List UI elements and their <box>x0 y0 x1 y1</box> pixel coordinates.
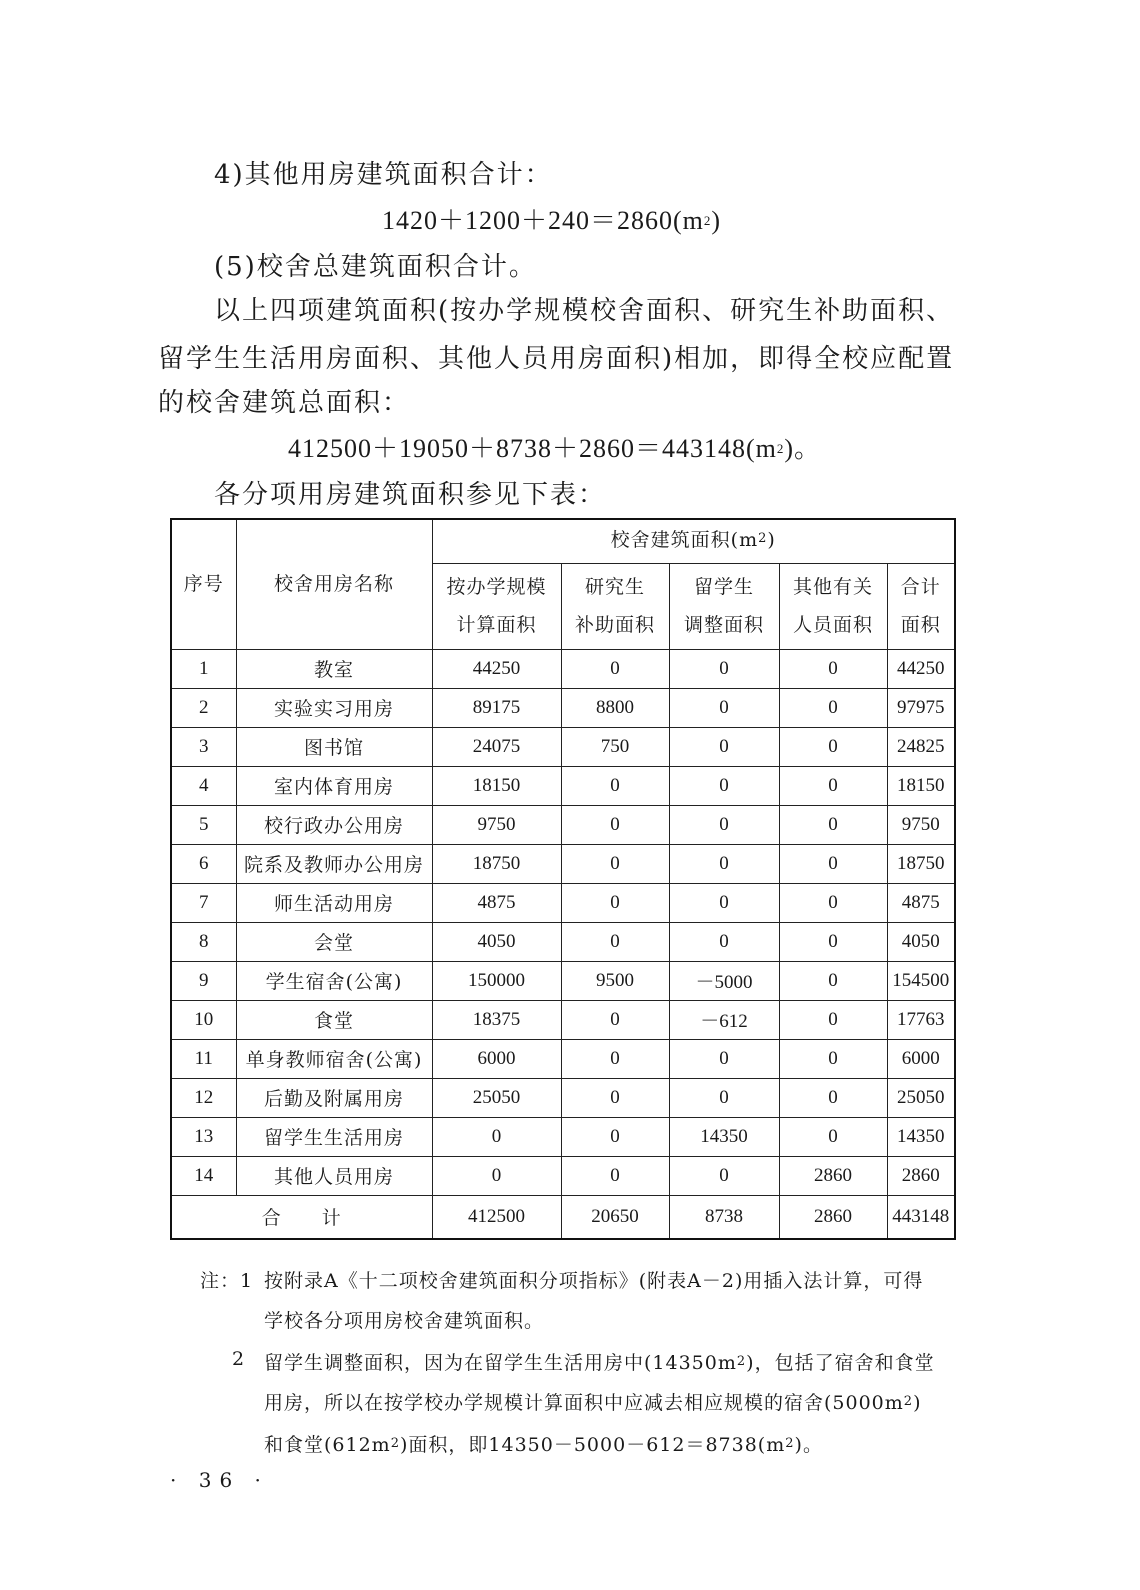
cell-total: 4875 <box>887 883 955 922</box>
cell-scale: 4875 <box>432 883 561 922</box>
cell-total-total: 443148 <box>887 1195 955 1239</box>
cell-total: 24825 <box>887 727 955 766</box>
cell-scale: 44250 <box>432 649 561 688</box>
cell-grad: 0 <box>561 1078 669 1117</box>
cell-index: 7 <box>171 883 236 922</box>
body-line: 的校舍建筑总面积： <box>158 388 411 418</box>
cell-intl: 0 <box>669 649 779 688</box>
cell-room-name: 食堂 <box>236 1000 432 1039</box>
cell-scale: 150000 <box>432 961 561 1000</box>
table-row <box>171 1078 955 1117</box>
table-row <box>171 688 955 727</box>
header-total-area <box>887 563 955 649</box>
formula-superscript: 2 <box>703 213 712 228</box>
header-line: 补助面积 <box>574 614 655 636</box>
cell-intl: 0 <box>669 922 779 961</box>
table-row <box>171 844 955 883</box>
cell-grad: 0 <box>561 1117 669 1156</box>
formula-other-rooms <box>382 200 721 237</box>
cell-scale: 0 <box>432 1156 561 1195</box>
cell-grad: 0 <box>561 805 669 844</box>
cell-grad: 0 <box>561 1039 669 1078</box>
table-total-row <box>171 1195 955 1239</box>
cell-other: 0 <box>779 727 887 766</box>
cell-total-grad: 20650 <box>561 1195 669 1239</box>
cell-grad: 750 <box>561 727 669 766</box>
table-row <box>171 961 955 1000</box>
cell-index: 8 <box>171 922 236 961</box>
cell-intl: 0 <box>669 1156 779 1195</box>
cell-grad: 0 <box>561 649 669 688</box>
cell-intl: 0 <box>669 766 779 805</box>
cell-grad: 0 <box>561 1156 669 1195</box>
cell-total-label: 合 计 <box>171 1195 432 1239</box>
cell-other: 0 <box>779 883 887 922</box>
cell-index: 9 <box>171 961 236 1000</box>
cell-scale: 9750 <box>432 805 561 844</box>
cell-total: 17763 <box>887 1000 955 1039</box>
cell-total-intl: 8738 <box>669 1195 779 1239</box>
header-index: 序号 <box>171 519 236 649</box>
cell-other: 0 <box>779 649 887 688</box>
cell-intl: 0 <box>669 844 779 883</box>
cell-room-name: 学生宿舍(公寓) <box>236 961 432 1000</box>
cell-scale: 18375 <box>432 1000 561 1039</box>
cell-scale: 24075 <box>432 727 561 766</box>
cell-other: 0 <box>779 922 887 961</box>
header-line: 计算面积 <box>456 614 537 636</box>
cell-other: 0 <box>779 961 887 1000</box>
header-room-name: 校舍用房名称 <box>236 519 432 649</box>
note-text: 用房，所以在按学校办学规模计算面积中应减去相应规模的宿舍(5000m <box>264 1392 904 1414</box>
cell-index: 3 <box>171 727 236 766</box>
note-text: )面积，即14350－5000－612＝8738(m <box>399 1434 786 1456</box>
formula-tail: ) <box>711 206 722 235</box>
cell-index: 4 <box>171 766 236 805</box>
table-row <box>171 883 955 922</box>
cell-room-name: 师生活动用房 <box>236 883 432 922</box>
cell-intl: －612 <box>669 1000 779 1039</box>
cell-intl: 14350 <box>669 1117 779 1156</box>
cell-index: 2 <box>171 688 236 727</box>
cell-room-name: 留学生生活用房 <box>236 1117 432 1156</box>
cell-grad: 0 <box>561 844 669 883</box>
header-area-text: 校舍建筑面积(m <box>610 528 759 551</box>
cell-intl: 0 <box>669 883 779 922</box>
formula-text: 1420＋1200＋240＝2860(m <box>382 206 704 235</box>
note-text: )，包括了宿舍和食堂 <box>746 1352 935 1374</box>
note-1-prefix: 注：1 <box>200 1270 254 1292</box>
table-row <box>171 766 955 805</box>
cell-other: 0 <box>779 688 887 727</box>
note-superscript: 2 <box>785 1436 795 1451</box>
cell-index: 1 <box>171 649 236 688</box>
table-row <box>171 922 955 961</box>
formula-superscript: 2 <box>776 441 785 456</box>
header-intl-area <box>669 563 779 649</box>
cell-intl: 0 <box>669 1039 779 1078</box>
header-superscript: 2 <box>758 530 768 546</box>
note-text: )。 <box>794 1434 823 1456</box>
body-line: 以上四项建筑面积(按办学规模校舍面积、研究生补助面积、 <box>214 296 955 326</box>
note-text: ) <box>913 1392 922 1414</box>
table-row <box>171 727 955 766</box>
cell-total: 25050 <box>887 1078 955 1117</box>
cell-room-name: 后勤及附属用房 <box>236 1078 432 1117</box>
cell-grad: 9500 <box>561 961 669 1000</box>
cell-total: 18750 <box>887 844 955 883</box>
cell-intl: 0 <box>669 805 779 844</box>
cell-room-name: 校行政办公用房 <box>236 805 432 844</box>
table-row <box>171 1117 955 1156</box>
cell-other: 0 <box>779 805 887 844</box>
table-row <box>171 805 955 844</box>
area-table <box>170 518 956 1240</box>
cell-scale: 0 <box>432 1117 561 1156</box>
cell-grad: 0 <box>561 883 669 922</box>
table-body <box>171 649 955 1239</box>
header-other-area <box>779 563 887 649</box>
header-line: 研究生 <box>584 576 645 598</box>
cell-other: 0 <box>779 1117 887 1156</box>
cell-total-other: 2860 <box>779 1195 887 1239</box>
cell-other: 0 <box>779 1039 887 1078</box>
table-row <box>171 649 955 688</box>
cell-scale: 89175 <box>432 688 561 727</box>
header-line: 按办学规模 <box>446 576 547 598</box>
cell-other: 0 <box>779 1000 887 1039</box>
header-scale-area <box>432 563 561 649</box>
formula-total-area <box>288 428 821 465</box>
cell-other: 0 <box>779 1078 887 1117</box>
cell-total: 14350 <box>887 1117 955 1156</box>
note-superscript: 2 <box>736 1354 747 1369</box>
cell-total: 154500 <box>887 961 955 1000</box>
cell-total: 4050 <box>887 922 955 961</box>
header-line: 调整面积 <box>683 614 764 636</box>
cell-index: 11 <box>171 1039 236 1078</box>
header-area-tail: ) <box>767 528 776 551</box>
cell-total: 97975 <box>887 688 955 727</box>
cell-total: 6000 <box>887 1039 955 1078</box>
header-grad-area <box>561 563 669 649</box>
cell-room-name: 院系及教师办公用房 <box>236 844 432 883</box>
cell-room-name: 教室 <box>236 649 432 688</box>
cell-room-name: 单身教师宿舍(公寓) <box>236 1039 432 1078</box>
cell-total: 9750 <box>887 805 955 844</box>
cell-grad: 8800 <box>561 688 669 727</box>
cell-scale: 18150 <box>432 766 561 805</box>
cell-other: 2860 <box>779 1156 887 1195</box>
table-row <box>171 1039 955 1078</box>
cell-grad: 0 <box>561 766 669 805</box>
note-2-prefix: 2 <box>232 1348 246 1370</box>
cell-index: 6 <box>171 844 236 883</box>
cell-grad: 0 <box>561 922 669 961</box>
cell-scale: 6000 <box>432 1039 561 1078</box>
note-2-line <box>264 1348 935 1375</box>
cell-intl: －5000 <box>669 961 779 1000</box>
table-row <box>171 1156 955 1195</box>
cell-scale: 18750 <box>432 844 561 883</box>
subheading-other-rooms: 4)其他用房建筑面积合计： <box>214 160 553 190</box>
note-superscript: 2 <box>903 1394 914 1409</box>
cell-index: 10 <box>171 1000 236 1039</box>
cell-index: 12 <box>171 1078 236 1117</box>
cell-index: 13 <box>171 1117 236 1156</box>
cell-grad: 0 <box>561 1000 669 1039</box>
table-intro: 各分项用房建筑面积参见下表： <box>214 480 607 510</box>
cell-intl: 0 <box>669 727 779 766</box>
cell-total: 2860 <box>887 1156 955 1195</box>
cell-total-scale: 412500 <box>432 1195 561 1239</box>
cell-room-name: 室内体育用房 <box>236 766 432 805</box>
formula-text: 412500＋19050＋8738＋2860＝443148(m <box>288 434 777 463</box>
cell-other: 0 <box>779 766 887 805</box>
note-2-line <box>264 1388 922 1415</box>
note-2-line <box>264 1430 823 1457</box>
cell-intl: 0 <box>669 688 779 727</box>
cell-room-name: 其他人员用房 <box>236 1156 432 1195</box>
cell-scale: 4050 <box>432 922 561 961</box>
cell-room-name: 会堂 <box>236 922 432 961</box>
note-1-line: 按附录A《十二项校舍建筑面积分项指标》(附表A－2)用插入法计算，可得 <box>264 1270 924 1292</box>
cell-scale: 25050 <box>432 1078 561 1117</box>
cell-index: 14 <box>171 1156 236 1195</box>
subheading-total-area: (5)校舍总建筑面积合计。 <box>214 252 537 282</box>
header-line: 面积 <box>900 614 941 636</box>
body-line: 留学生生活用房面积、其他人员用房面积)相加，即得全校应配置 <box>158 344 955 374</box>
cell-total: 44250 <box>887 649 955 688</box>
cell-other: 0 <box>779 844 887 883</box>
cell-room-name: 实验实习用房 <box>236 688 432 727</box>
note-text: 和食堂(612m <box>264 1434 391 1456</box>
header-line: 人员面积 <box>792 614 873 636</box>
header-line: 其他有关 <box>792 576 873 598</box>
cell-intl: 0 <box>669 1078 779 1117</box>
formula-tail: )。 <box>784 434 822 463</box>
table-row <box>171 1000 955 1039</box>
cell-room-name: 图书馆 <box>236 727 432 766</box>
note-text: 留学生调整面积，因为在留学生生活用房中(14350m <box>264 1352 737 1374</box>
cell-total: 18150 <box>887 766 955 805</box>
header-area-group <box>432 519 955 563</box>
note-superscript: 2 <box>390 1436 400 1451</box>
header-line: 合计 <box>900 576 941 598</box>
page-number: · 36 · <box>170 1468 269 1492</box>
cell-index: 5 <box>171 805 236 844</box>
header-line: 留学生 <box>693 576 754 598</box>
note-1-line: 学校各分项用房校舍建筑面积。 <box>264 1310 545 1332</box>
